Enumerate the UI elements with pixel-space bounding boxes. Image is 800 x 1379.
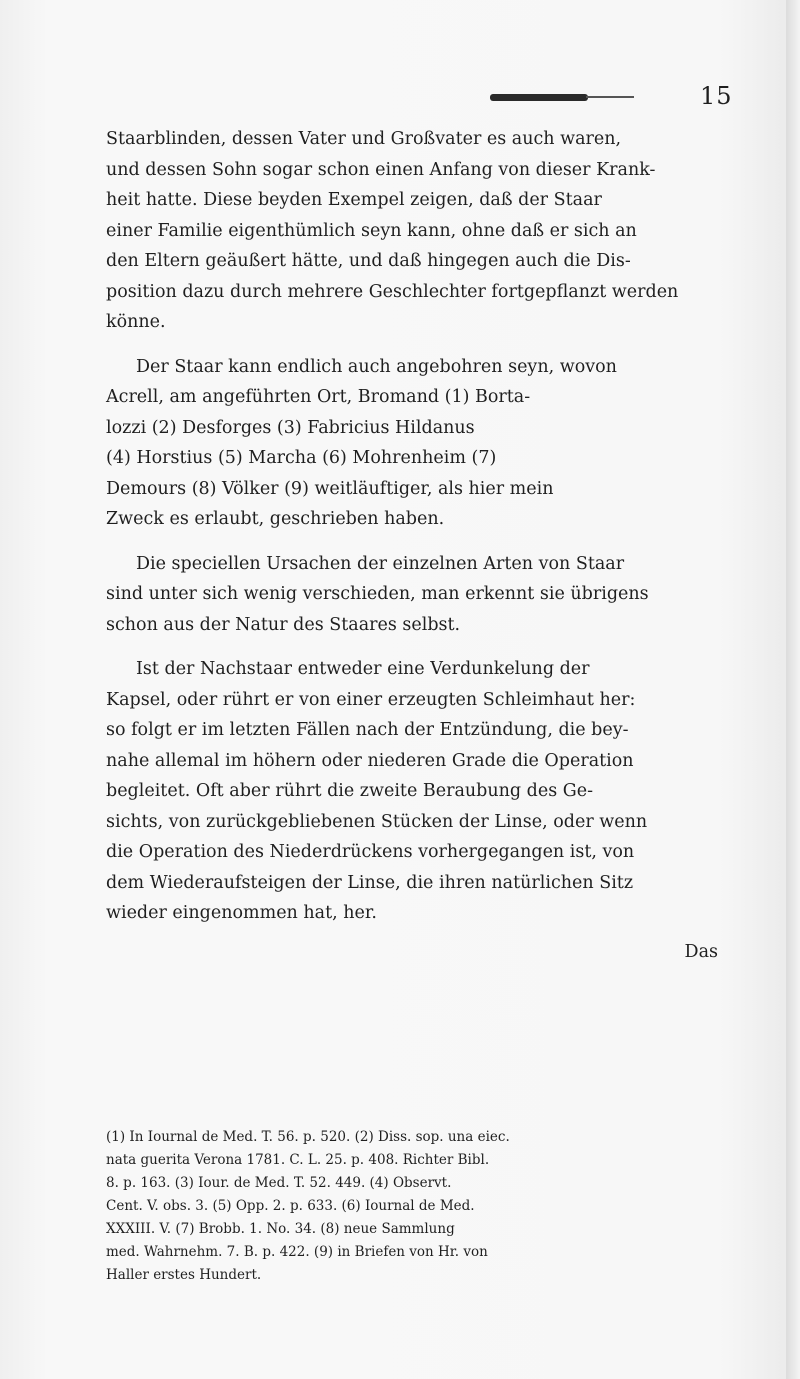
text-line: heit hatte. Diese beyden Exempel zeigen, daß der Staar <box>106 190 602 210</box>
text-line: schon aus der Natur des Staares selbst. <box>106 614 461 635</box>
text-line: könne. <box>106 312 166 332</box>
text-line: Kapsel, oder rührt er von einer erzeugten Schleimhaut her: <box>106 689 636 710</box>
footnote-line: (1) In Iournal de Med. T. 56. p. 520. (2) Diss. sop. una eiec. <box>106 1129 510 1145</box>
header-rule <box>490 94 588 101</box>
page-edge <box>786 0 800 1379</box>
text-line: sichts, von zurückgebliebenen Stücken der Linse, oder wenn <box>106 811 648 832</box>
text-line: Der Staar kann endlich auch angebohren seyn, wovon <box>136 356 617 377</box>
text-line: begleitet. Oft aber rührt die zweite Beraubung des Ge- <box>106 781 594 801</box>
paragraph-4 <box>106 654 758 929</box>
text-line: Zweck es erlaubt, geschrieben haben. <box>106 509 445 529</box>
catchword: Das <box>684 941 718 962</box>
footnote-line: Haller erstes Hundert. <box>106 1267 262 1283</box>
footnote-line: nata guerita Verona 1781. C. L. 25. p. 408. Richter Bibl. <box>106 1152 490 1168</box>
text-line: position dazu durch mehrere Geschlechter fortgepflanzt werden <box>106 281 679 302</box>
page-number: 15 <box>700 82 733 110</box>
text-line: und dessen Sohn sogar schon einen Anfang von dieser Krank- <box>106 159 656 180</box>
paragraph-1 <box>106 124 758 338</box>
text-line: Die speciellen Ursachen der einzelnen Arten von Staar <box>136 553 625 574</box>
text-line: Acrell, am angeführten Ort, Bromand (1) Borta- <box>106 387 531 407</box>
text-line: einer Familie eigenthümlich seyn kann, ohne daß er sich an <box>106 220 637 241</box>
text-line: nahe allemal im höhern oder niederen Grade die Operation <box>106 750 634 771</box>
footnotes <box>106 1126 756 1287</box>
footnote-line: 8. p. 163. (3) Iour. de Med. T. 52. 449. (4) Observt. <box>106 1175 452 1191</box>
paragraph-3 <box>106 549 758 641</box>
text-line: lozzi (2) Desforges (3) Fabricius Hildanus <box>106 417 475 438</box>
footnote-line: XXXIII. V. (7) Brobb. 1. No. 34. (8) neue Sammlung <box>106 1221 455 1237</box>
text-line: den Eltern geäußert hätte, und daß hingegen auch die Dis- <box>106 251 631 271</box>
paragraph-2 <box>106 352 758 535</box>
header-rule-tail <box>586 96 634 98</box>
text-line: dem Wiederaufsteigen der Linse, die ihren natürlichen Sitz <box>106 872 634 893</box>
body-text <box>106 124 758 967</box>
text-line: die Operation des Niederdrückens vorhergegangen ist, von <box>106 842 635 862</box>
text-line: wieder eingenommen hat, her. <box>106 903 377 923</box>
text-line: (4) Horstius (5) Marcha (6) Mohrenheim (7) <box>106 448 497 468</box>
footnote-line: med. Wahrnehm. 7. B. p. 422. (9) in Briefen von Hr. von <box>106 1244 488 1260</box>
text-line: Ist der Nachstaar entweder eine Verdunkelung der <box>136 659 590 679</box>
text-line: Demours (8) Völker (9) weitläuftiger, als hier mein <box>106 478 554 499</box>
text-line: so folgt er im letzten Fällen nach der Entzündung, die bey- <box>106 720 629 740</box>
text-line: sind unter sich wenig verschieden, man erkennt sie übrigens <box>106 584 649 604</box>
text-line: Staarblinden, dessen Vater und Großvater es auch waren, <box>106 129 622 149</box>
footnote-line: Cent. V. obs. 3. (5) Opp. 2. p. 633. (6) Iournal de Med. <box>106 1198 475 1214</box>
